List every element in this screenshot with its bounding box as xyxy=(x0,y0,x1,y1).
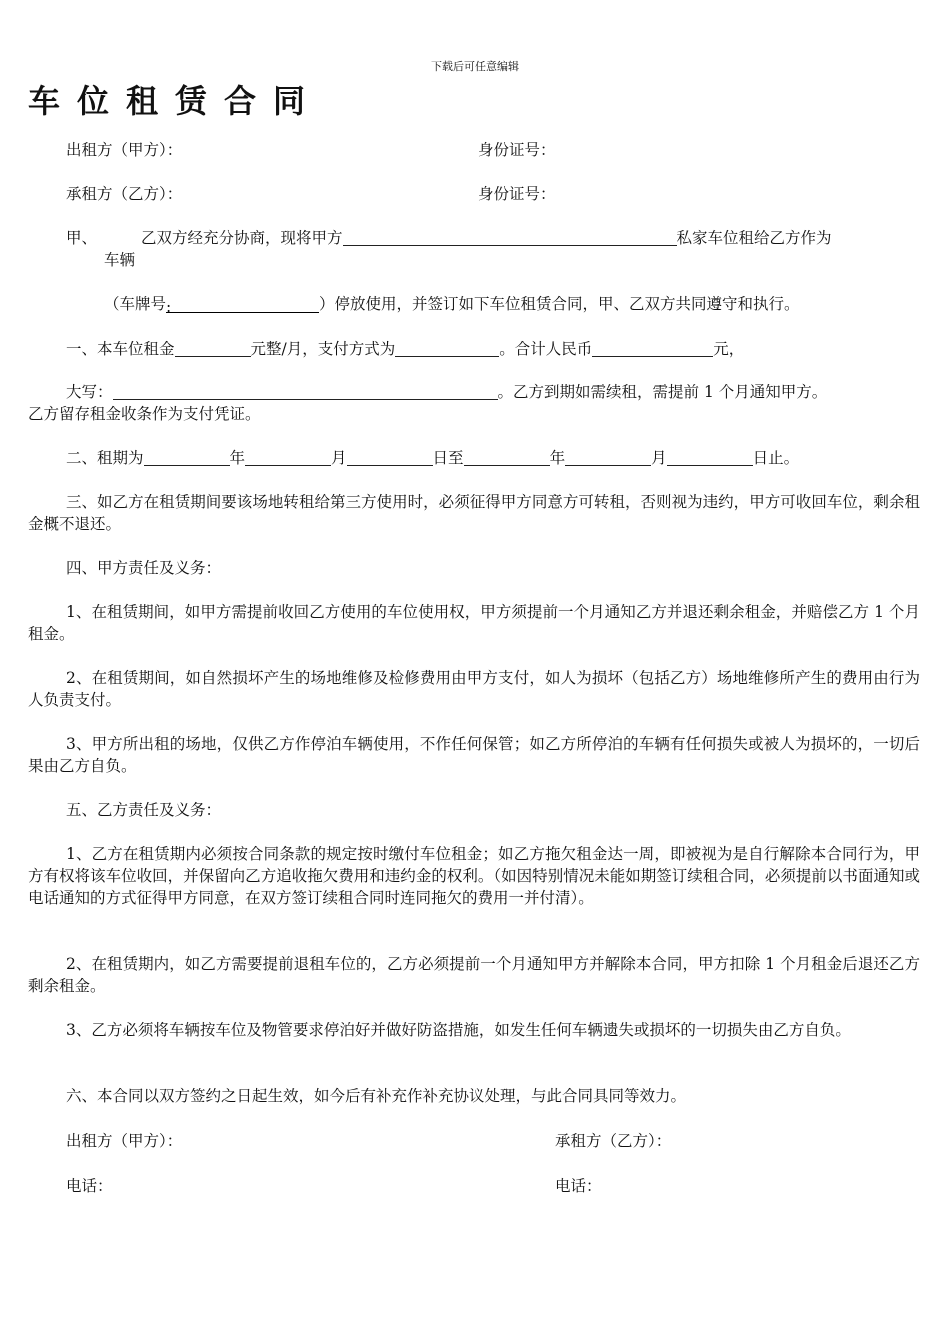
lessor-name-blank[interactable] xyxy=(343,229,677,246)
signature-lessee-label: 承租方（乙方）： xyxy=(555,1132,672,1150)
header-note: 下载后可任意编辑 xyxy=(431,60,519,73)
start-year-blank[interactable] xyxy=(144,449,230,466)
clause4-item3: 3、甲方所出租的场地，仅供乙方作停泊车辆使用，不作任何保管；如乙方所停泊的车辆有任何损失或被人为损坏的，一切后果由乙方自负。 xyxy=(28,735,920,775)
end-year-blank[interactable] xyxy=(464,449,550,466)
rent-amount-blank[interactable] xyxy=(175,340,251,357)
clause2-month: 月 xyxy=(331,449,347,467)
clause2-month-2: 月 xyxy=(651,449,667,467)
intro-part2-a: （车牌号 xyxy=(104,295,167,313)
clause1-e: 大写： xyxy=(66,383,113,401)
amount-in-words-blank[interactable] xyxy=(113,383,498,400)
intro-part1-c: 私家车位租给乙方作为 xyxy=(676,229,832,247)
clause4-item1: 1、在租赁期间，如甲方需提前收回乙方使用的车位使用权，甲方须提前一个月通知乙方并退还剩余租金，并赔偿乙方 1 个月租金。 xyxy=(28,603,920,643)
clause2-line xyxy=(66,447,799,469)
signature-lessor-label: 出租方（甲方）： xyxy=(66,1132,183,1150)
lessor-id-label: 身份证号： xyxy=(478,141,556,159)
clause4-heading: 四、甲方责任及义务： xyxy=(66,559,222,577)
intro-part1-b: 乙双方经充分协商，现将甲方 xyxy=(141,229,343,247)
clause1-a: 一、本车位租金 xyxy=(66,340,175,358)
payment-method-blank[interactable] xyxy=(395,340,499,357)
intro-part1-a: 甲、 xyxy=(66,229,98,247)
lessor-label: 出租方（甲方）： xyxy=(66,141,183,159)
document-title: 车位租赁合同 xyxy=(28,82,323,120)
lessor-phone-label: 电话： xyxy=(66,1177,113,1195)
plate-colon: : xyxy=(166,298,172,316)
clause3: 三、如乙方在租赁期间要该场地转租给第三方使用时，必须征得甲方同意方可转租，否则视为违约，甲方可收回车位，剩余租金概不退还。 xyxy=(28,493,920,533)
start-day-blank[interactable] xyxy=(347,449,433,466)
lessee-phone-label: 电话： xyxy=(555,1177,602,1195)
clause5-heading: 五、乙方责任及义务： xyxy=(66,801,222,819)
intro-wrap: 车辆 xyxy=(104,251,136,269)
clause1-b: 元整/月，支付方式为 xyxy=(250,340,396,358)
clause1-f: 。乙方到期如需续租，需提前 1 个月通知甲方。 xyxy=(497,383,828,401)
total-amount-blank[interactable] xyxy=(592,340,713,357)
clause4-item2: 2、在租赁期间，如自然损坏产生的场地维修及检修费用由甲方支付，如人为损坏（包括乙方）场地维修所产生的费用由行为人负责支付。 xyxy=(28,669,920,709)
clause5-item1: 1、乙方在租赁期内必须按合同条款的规定按时缴付车位租金；如乙方拖欠租金达一周，即被视为是自行解除本合同行为，甲方有权将该车位收回，并保留向乙方追收拖欠费用和违约金的权利。（如因特别情况未能如期签订续租合同，必须提前以书面通知或电话通知的方式征得甲方同意，在双方签订续租合同时连同拖欠的费用一并付清）。 xyxy=(28,845,920,907)
clause5-item3: 3、乙方必须将车辆按车位及物管要求停泊好并做好防盗措施，如发生任何车辆遗失或损坏的一切损失由乙方自负。 xyxy=(66,1021,851,1039)
end-day-blank[interactable] xyxy=(667,449,753,466)
intro-line-1 xyxy=(66,227,832,249)
clause1-d: 元， xyxy=(713,340,745,358)
clause2-year-2: 年 xyxy=(549,449,566,467)
intro-line-2 xyxy=(104,293,800,315)
intro-part2-b: ）停放使用，并签订如下车位租赁合同，甲、乙双方共同遵守和执行。 xyxy=(319,295,800,313)
end-month-blank[interactable] xyxy=(565,449,651,466)
clause1-line-3: 乙方留存租金收条作为支付凭证。 xyxy=(28,405,261,423)
clause2-day-end: 日止。 xyxy=(752,449,800,467)
clause1-line-2 xyxy=(66,381,827,403)
clause1-c: 。合计人民币 xyxy=(499,340,593,358)
start-month-blank[interactable] xyxy=(245,449,331,466)
lessee-label: 承租方（乙方）： xyxy=(66,185,183,203)
lessee-id-label: 身份证号： xyxy=(478,185,556,203)
clause2-day-to: 日至 xyxy=(432,449,464,467)
clause2-a: 二、租期为 xyxy=(66,449,144,467)
clause1-line-1 xyxy=(66,338,744,360)
clause6: 六、本合同以双方签约之日起生效，如今后有补充作补充协议处理，与此合同具同等效力。 xyxy=(66,1087,687,1105)
plate-number-blank[interactable] xyxy=(166,296,319,316)
clause5-item2: 2、在租赁期内，如乙方需要提前退租车位的，乙方必须提前一个月通知甲方并解除本合同，甲方扣除 1 个月租金后退还乙方剩余租金。 xyxy=(28,955,920,995)
clause2-year: 年 xyxy=(229,449,246,467)
